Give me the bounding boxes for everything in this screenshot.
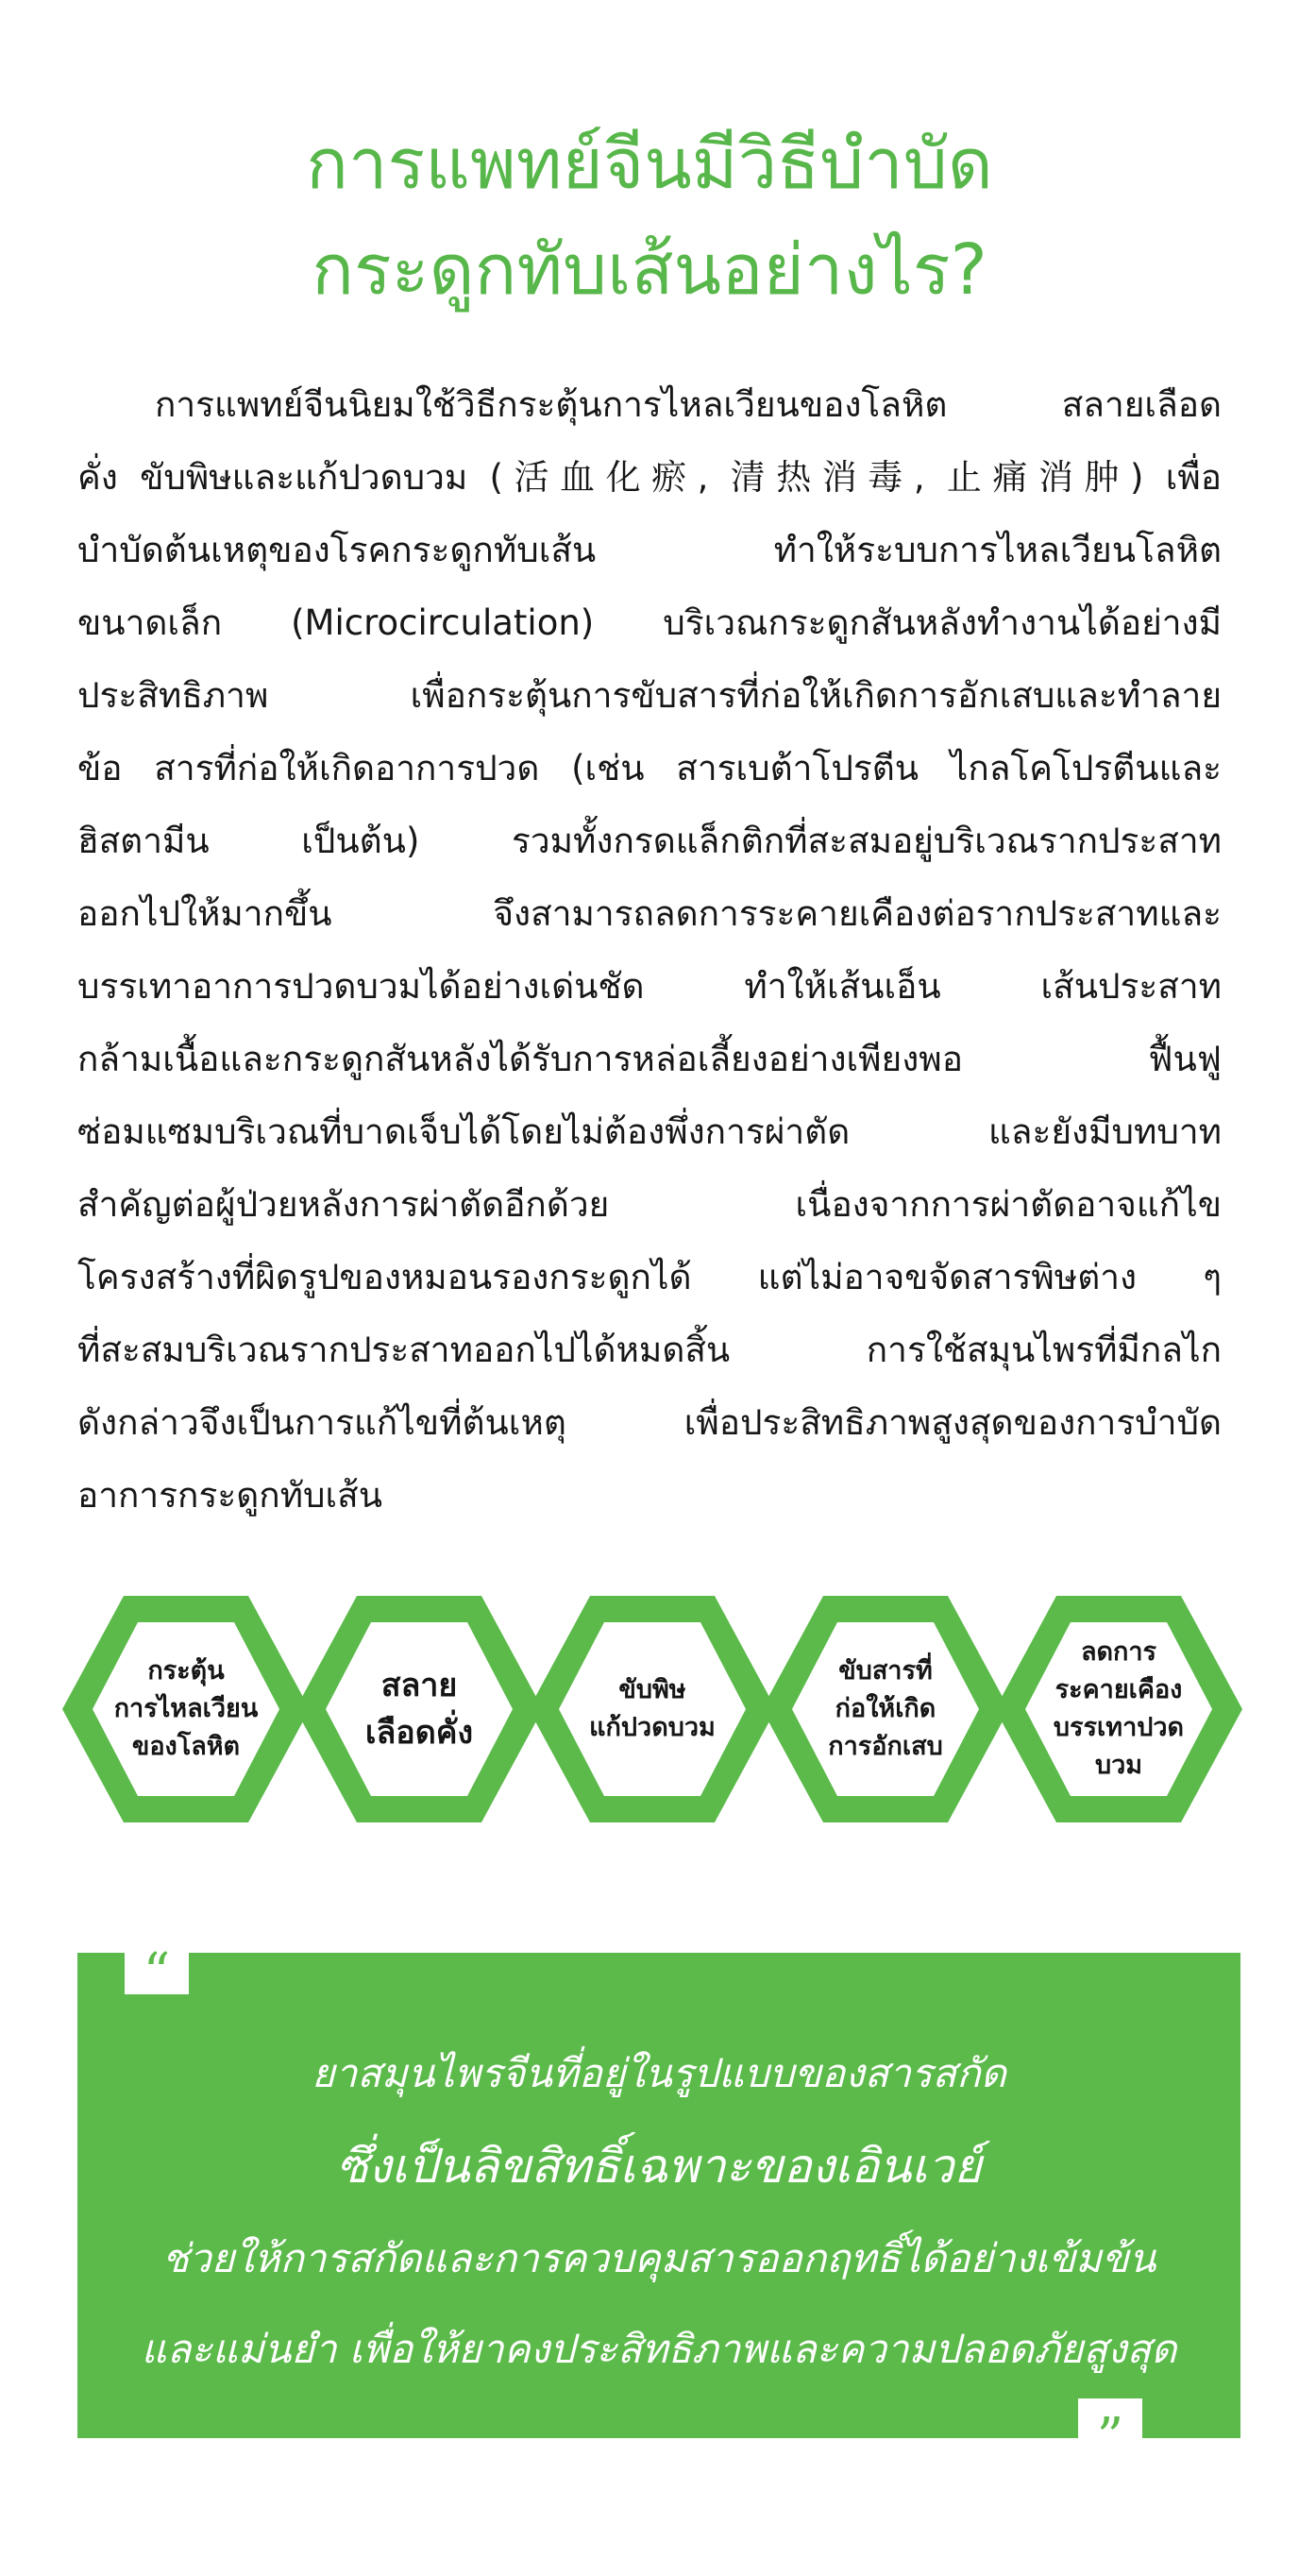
- paragraph-line: ซ่อมแซมบริเวณที่บาดเจ็บได้โดยไม่ต้องพึ่งการผ่าตัด และยังมีบทบาท: [77, 1111, 1222, 1152]
- step-label: ลดการ ระคายเคือง บรรเทาปวด บวม: [1053, 1637, 1185, 1780]
- step-hexagon-3: [529, 1596, 776, 1822]
- paragraph-line: ออกไปให้มากขึ้น จึงสามารถลดการระคายเคืองต่อรากประสาทและ: [77, 893, 1222, 934]
- paragraph-line: ประสิทธิภาพ เพื่อกระตุ้นการขับสารที่ก่อให้เกิดการอักเสบและทำลาย: [77, 675, 1222, 716]
- step-hexagon-1: [62, 1596, 310, 1822]
- close-quote-icon: ”: [1078, 2398, 1142, 2444]
- body-paragraph: [77, 368, 1222, 1532]
- paragraph-line: บำบัดต้นเหตุของโรคกระดูกทับเส้น ทำให้ระบบการไหลเวียนโลหิต: [77, 530, 1222, 570]
- quote-text: [77, 2028, 1240, 2395]
- step-hexagon-2: [295, 1596, 543, 1822]
- page-title-line-2: กระดูกทับเส้นอย่างไร?: [312, 229, 987, 311]
- quote-line-2: ซึ่งเป็นลิขสิทธิ์เฉพาะของเอินเวย์: [336, 2139, 982, 2194]
- paragraph-line: ดังกล่าวจึงเป็นการแก้ไขที่ต้นเหตุ เพื่อประสิทธิภาพสูงสุดของการบำบัด: [77, 1402, 1222, 1443]
- quote-line-1: ยาสมุนไพรจีนที่อยู่ในรูปแบบของสารสกัด: [312, 2050, 1006, 2096]
- paragraph-line: สำคัญต่อผู้ป่วยหลังการผ่าตัดอีกด้วย เนื่องจากการผ่าตัดอาจแก้ไข: [77, 1184, 1222, 1225]
- paragraph-line: ขนาดเล็ก (Microcirculation) บริเวณกระดูกสันหลังทำงานได้อย่างมี: [77, 602, 1222, 643]
- page-title: [76, 111, 1223, 323]
- quote-line-4: และแม่นยำ เพื่อให้ยาคงประสิทธิภาพและความปลอดภัยสูงสุด: [141, 2326, 1177, 2372]
- paragraph-line: การแพทย์จีนนิยมใช้วิธีกระตุ้นการไหลเวียนของโลหิต สลายเลือด: [155, 384, 1222, 425]
- paragraph-line: กล้ามเนื้อและกระดูกสันหลังได้รับการหล่อเลี้ยงอย่างเพียงพอ ฟื้นฟู: [77, 1039, 1222, 1079]
- step-label: กระตุ้น การไหลเวียน ของโลหิต: [113, 1656, 259, 1761]
- step-label: ขับพิษ แก้ปวดบวม: [589, 1675, 716, 1742]
- paragraph-line: ที่สะสมบริเวณรากประสาทออกไปได้หมดสิ้น การใช้สมุนไพรที่มีกลไก: [77, 1330, 1222, 1370]
- paragraph-line: อาการกระดูกทับเส้น: [77, 1475, 383, 1516]
- step-hexagon-4: [762, 1596, 1009, 1822]
- step-label: สลาย เลือดคั่ง: [364, 1667, 474, 1752]
- paragraph-line: ฮิสตามีน เป็นต้น) รวมทั้งกรดแล็กติกที่สะสมอยู่บริเวณรากประสาท: [77, 821, 1222, 861]
- process-steps: [62, 1596, 1242, 1822]
- paragraph-line: โครงสร้างที่ผิดรูปของหมอนรองกระดูกได้ แต่ไม่อาจขจัดสารพิษต่าง ๆ: [77, 1257, 1222, 1297]
- paragraph-line: ข้อ สารที่ก่อให้เกิดอาการปวด (เช่น สารเบต้าโปรตีน ไกลโคโปรตีนและ: [77, 748, 1222, 788]
- page-title-line-1: การแพทย์จีนมีวิธีบำบัด: [306, 124, 993, 205]
- paragraph-line: บรรเทาอาการปวดบวมได้อย่างเด่นชัด ทำให้เส้นเอ็น เส้นประสาท: [77, 966, 1222, 1007]
- quote-box: [77, 1942, 1240, 2468]
- open-quote-icon: “: [125, 1947, 189, 1994]
- quote-line-3: ช่วยให้การสกัดและการควบคุมสารออกฤทธิ์ได้อย่างเข้มข้น: [161, 2235, 1156, 2281]
- paragraph-line: คั่ง ขับพิษและแก้ปวดบวม (活血化瘀, 清热消毒, 止痛消肿) เพื่อ: [77, 457, 1222, 498]
- step-label: ขับสารที่ ก่อให้เกิด การอักเสบ: [828, 1656, 943, 1761]
- step-hexagon-5: [995, 1596, 1242, 1822]
